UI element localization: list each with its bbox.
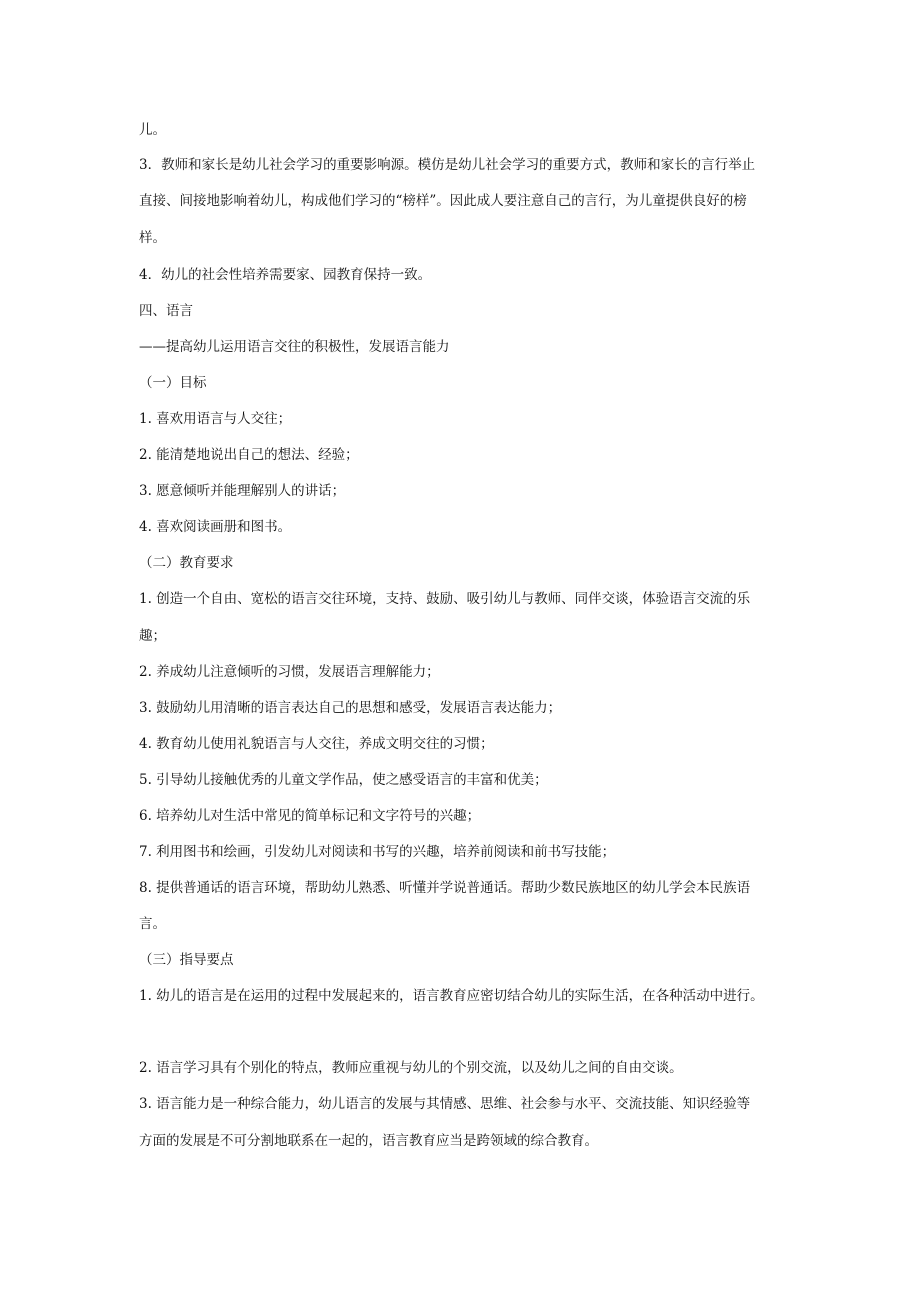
subsection-heading: （二）教育要求 — [139, 555, 234, 571]
list-item: 5. 引导幼儿接触优秀的儿童文学作品，使之感受语言的丰富和优美； — [139, 772, 548, 788]
list-item: 2. 语言学习具有个别化的特点，教师应重视与幼儿的个别交流，以及幼儿之间的自由交谈。 — [139, 1060, 683, 1076]
section-subtitle: ——提高幼儿运用语言交往的积极性，发展语言能力 — [139, 339, 450, 355]
text-line: 趣； — [139, 628, 166, 644]
text-line: 儿。 — [139, 122, 166, 138]
text-line: 样。 — [139, 230, 166, 246]
text-line: 3．教师和家长是幼儿社会学习的重要影响源。模仿是幼儿社会学习的重要方式，教师和家长的言行举止 — [139, 157, 756, 173]
list-item: 2. 能清楚地说出自己的想法、经验； — [139, 447, 359, 463]
list-item: 3. 语言能力是一种综合能力，幼儿语言的发展与其情感、思维、社会参与水平、交流技能、知识经验等 — [139, 1096, 751, 1112]
list-item: 8. 提供普通话的语言环境，帮助幼儿熟悉、听懂并学说普通话。帮助少数民族地区的幼儿学会本民族语 — [139, 880, 751, 896]
list-item: 4. 喜欢阅读画册和图书。 — [139, 519, 292, 535]
list-item: 2. 养成幼儿注意倾听的习惯，发展语言理解能力； — [139, 664, 440, 680]
section-heading: 四、语言 — [139, 303, 193, 319]
list-item: 7. 利用图书和绘画，引发幼儿对阅读和书写的兴趣，培养前阅读和前书写技能； — [139, 844, 616, 860]
text-line: 直接、间接地影响着幼儿，构成他们学习的“榜样”。因此成人要注意自己的言行，为儿童提供良好的榜 — [139, 193, 747, 209]
text-line: 4．幼儿的社会性培养需要家、园教育保持一致。 — [139, 267, 432, 283]
list-item: 6. 培养幼儿对生活中常见的简单标记和文字符号的兴趣； — [139, 808, 481, 824]
text-line: 方面的发展是不可分割地联系在一起的，语言教育应当是跨领域的综合教育。 — [139, 1133, 598, 1149]
list-item: 1. 幼儿的语言是在运用的过程中发展起来的，语言教育应密切结合幼儿的实际生活，在各种活动中进行。 — [139, 988, 764, 1004]
list-item: 1. 喜欢用语言与人交往； — [139, 411, 292, 427]
subsection-heading: （一）目标 — [139, 375, 207, 391]
list-item: 3. 愿意倾听并能理解别人的讲话； — [139, 483, 346, 499]
subsection-heading: （三）指导要点 — [139, 952, 234, 968]
list-item: 1. 创造一个自由、宽松的语言交往环境，支持、鼓励、吸引幼儿与教师、同伴交谈，体验语言交流的乐 — [139, 591, 751, 607]
text-line: 言。 — [139, 916, 166, 932]
list-item: 4. 教育幼儿使用礼貌语言与人交往，养成文明交往的习惯； — [139, 736, 494, 752]
list-item: 3. 鼓励幼儿用清晰的语言表达自己的思想和感受，发展语言表达能力； — [139, 700, 562, 716]
